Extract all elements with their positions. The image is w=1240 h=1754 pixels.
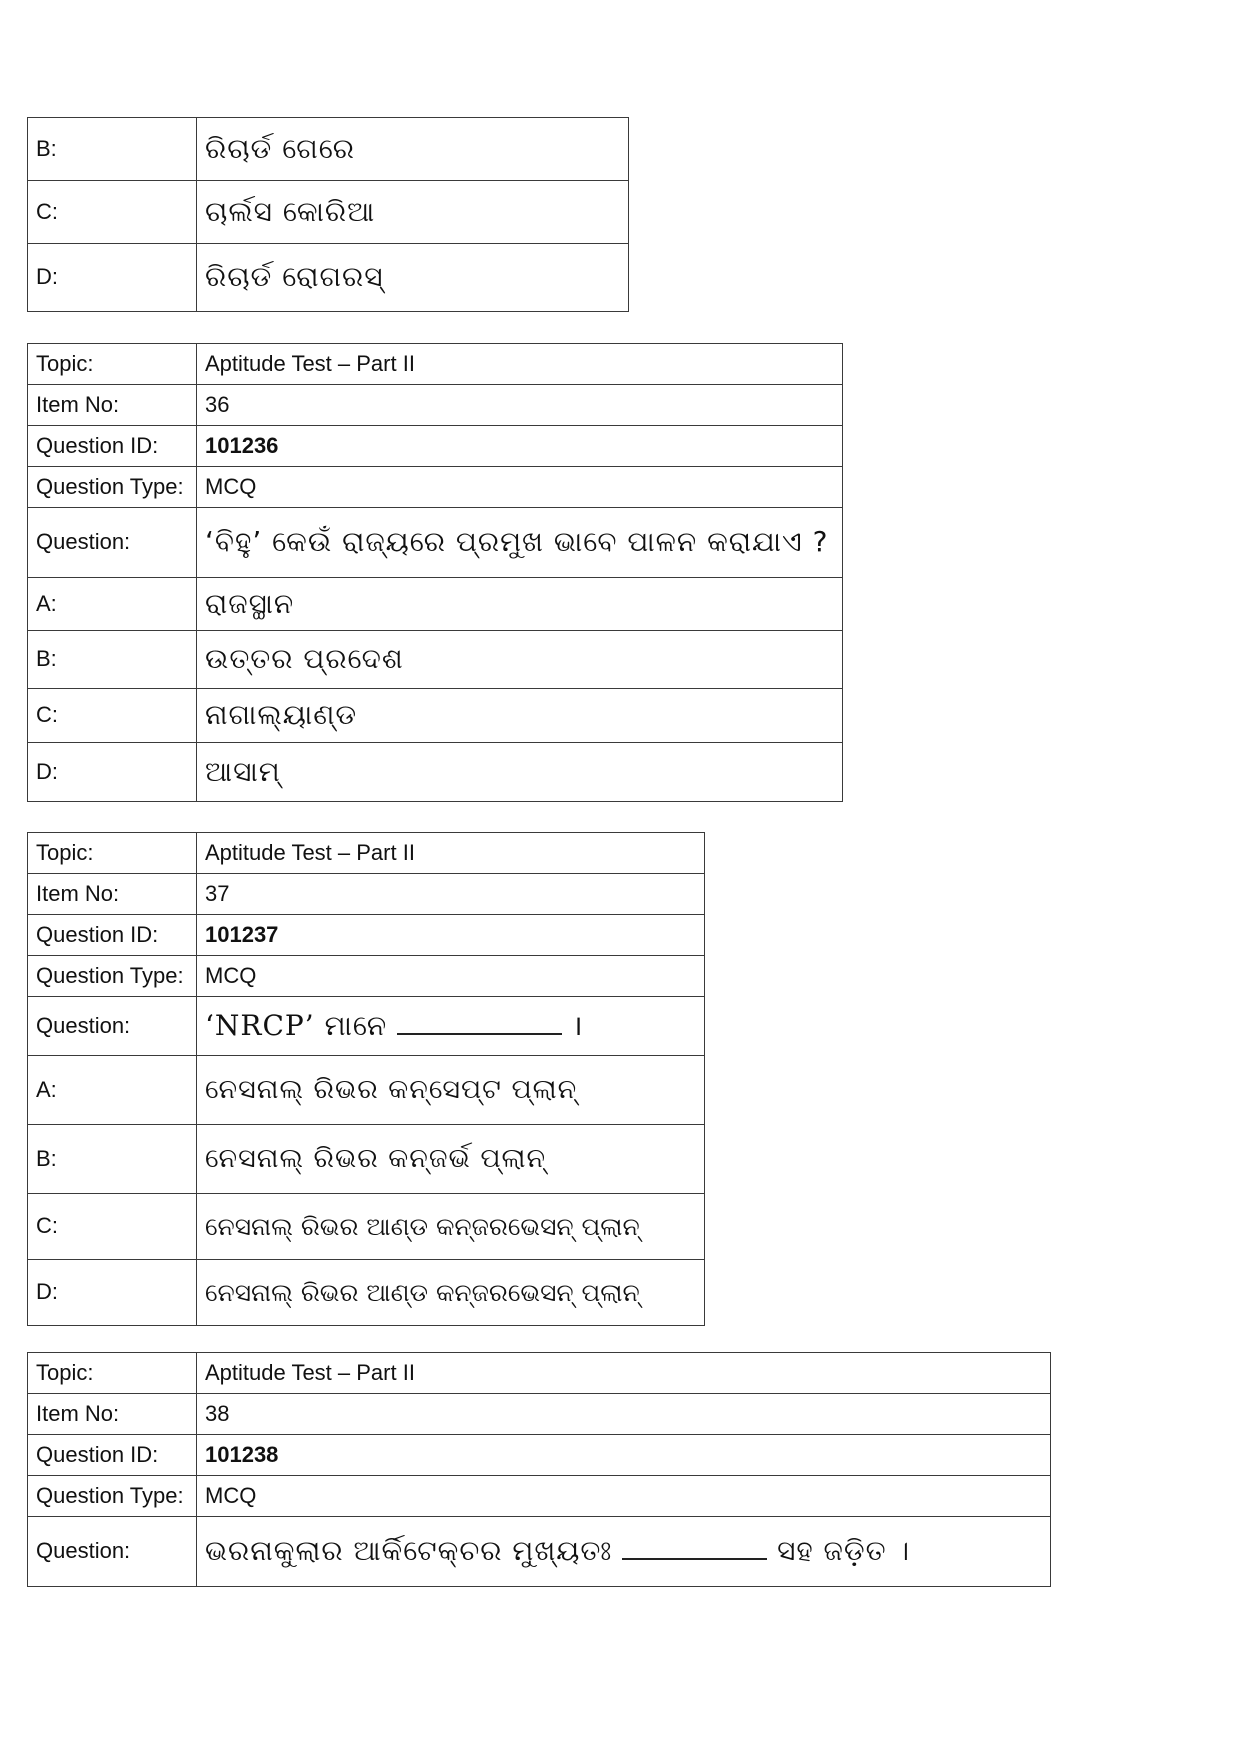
option-row-b bbox=[28, 631, 843, 689]
option-label-c: C: bbox=[28, 689, 197, 743]
question-id-row bbox=[28, 1435, 1051, 1476]
question-id-label: Question ID: bbox=[28, 915, 197, 956]
option-label-a: A: bbox=[28, 1056, 197, 1125]
question-35-options-continued bbox=[27, 117, 629, 312]
answer-blank bbox=[397, 1031, 562, 1035]
option-row-c bbox=[28, 181, 629, 244]
question-label: Question: bbox=[28, 1517, 197, 1587]
option-label-a: A: bbox=[28, 578, 197, 631]
topic-row bbox=[28, 833, 705, 874]
question-start: ଭରନାକୁଲାର ଆର୍କିଟେକ୍ଚର ମୁଖ୍ୟତଃ bbox=[205, 1534, 613, 1568]
topic-value: Aptitude Test – Part II bbox=[197, 344, 843, 385]
option-row-c bbox=[28, 689, 843, 743]
question-type-value: MCQ bbox=[197, 1476, 1051, 1517]
question-row bbox=[28, 997, 705, 1056]
topic-label: Topic: bbox=[28, 344, 197, 385]
option-text-c: ନେସନାଲ୍ ରିଭର ଆଣ୍ଡ କନ୍ଜରଭେସନ୍ ପ୍ଲାନ୍ bbox=[197, 1194, 705, 1260]
option-text-b: ନେସନାଲ୍ ରିଭର କନ୍ଜର୍ଭ ପ୍ଲାନ୍ bbox=[197, 1125, 705, 1194]
item-no-label: Item No: bbox=[28, 1394, 197, 1435]
option-text-b: ଉତ୍ତର ପ୍ରଦେଶ bbox=[197, 631, 843, 689]
question-acronym: ‘NRCP’ bbox=[205, 1008, 315, 1042]
question-type-label: Question Type: bbox=[28, 956, 197, 997]
question-37-table bbox=[27, 832, 705, 1326]
option-row-d bbox=[28, 1260, 705, 1326]
option-row-b bbox=[28, 118, 629, 181]
option-text-c: ଚାର୍ଲସ କୋରିଆ bbox=[197, 181, 629, 244]
option-text-a: ରାଜସ୍ଥାନ bbox=[197, 578, 843, 631]
option-row-d bbox=[28, 244, 629, 312]
option-text-d: ନେସନାଲ୍ ରିଭର ଆଣ୍ଡ କନ୍ଜରଭେସନ୍ ପ୍ଲାନ୍ bbox=[197, 1260, 705, 1326]
option-label-d: D: bbox=[28, 743, 197, 802]
option-text-d: ଆସାମ୍ bbox=[197, 743, 843, 802]
question-text: ‘ବିହୁ’ କେଉଁ ରାଜ୍ୟରେ ପ୍ରମୁଖ ଭାବେ ପାଳନ କରାଯାଏ ? bbox=[197, 508, 843, 578]
item-no-value: 37 bbox=[197, 874, 705, 915]
question-row bbox=[28, 508, 843, 578]
item-no-value: 36 bbox=[197, 385, 843, 426]
option-row-b bbox=[28, 1125, 705, 1194]
topic-row bbox=[28, 1353, 1051, 1394]
option-label-b: B: bbox=[28, 1125, 197, 1194]
option-label-c: C: bbox=[28, 181, 197, 244]
question-id-value: 101237 bbox=[197, 915, 705, 956]
question-type-row bbox=[28, 467, 843, 508]
question-row bbox=[28, 1517, 1051, 1587]
question-type-label: Question Type: bbox=[28, 467, 197, 508]
item-no-value: 38 bbox=[197, 1394, 1051, 1435]
option-text-b: ରିଚାର୍ଡ ଗେରେ bbox=[197, 118, 629, 181]
item-no-label: Item No: bbox=[28, 874, 197, 915]
item-no-label: Item No: bbox=[28, 385, 197, 426]
option-row-c bbox=[28, 1194, 705, 1260]
question-id-value: 101238 bbox=[197, 1435, 1051, 1476]
question-type-row bbox=[28, 1476, 1051, 1517]
item-no-row bbox=[28, 385, 843, 426]
option-label-d: D: bbox=[28, 1260, 197, 1326]
question-text bbox=[197, 1517, 1051, 1587]
question-type-value: MCQ bbox=[197, 956, 705, 997]
option-text-c: ନାଗାଲ୍ୟାଣ୍ଡ bbox=[197, 689, 843, 743]
question-id-row bbox=[28, 426, 843, 467]
answer-blank bbox=[622, 1556, 767, 1560]
topic-label: Topic: bbox=[28, 833, 197, 874]
question-label: Question: bbox=[28, 997, 197, 1056]
option-row-d bbox=[28, 743, 843, 802]
option-row-a bbox=[28, 578, 843, 631]
topic-row bbox=[28, 344, 843, 385]
question-end: ସହ ଜଡ଼ିତ । bbox=[777, 1534, 911, 1568]
question-type-label: Question Type: bbox=[28, 1476, 197, 1517]
question-type-value: MCQ bbox=[197, 467, 843, 508]
question-38-table bbox=[27, 1352, 1051, 1587]
item-no-row bbox=[28, 874, 705, 915]
option-label-c: C: bbox=[28, 1194, 197, 1260]
item-no-row bbox=[28, 1394, 1051, 1435]
topic-value: Aptitude Test – Part II bbox=[197, 833, 705, 874]
question-label: Question: bbox=[28, 508, 197, 578]
question-id-label: Question ID: bbox=[28, 426, 197, 467]
topic-value: Aptitude Test – Part II bbox=[197, 1353, 1051, 1394]
question-danda: । bbox=[572, 1008, 584, 1042]
option-label-b: B: bbox=[28, 631, 197, 689]
topic-label: Topic: bbox=[28, 1353, 197, 1394]
question-36-table bbox=[27, 343, 843, 802]
question-type-row bbox=[28, 956, 705, 997]
option-label-b: B: bbox=[28, 118, 197, 181]
question-text bbox=[197, 997, 705, 1056]
question-id-value: 101236 bbox=[197, 426, 843, 467]
option-row-a bbox=[28, 1056, 705, 1125]
question-id-row bbox=[28, 915, 705, 956]
question-words: ମାନେ bbox=[324, 1008, 388, 1042]
option-label-d: D: bbox=[28, 244, 197, 312]
option-text-d: ରିଚାର୍ଡ ରୋଗରସ୍ bbox=[197, 244, 629, 312]
question-id-label: Question ID: bbox=[28, 1435, 197, 1476]
option-text-a: ନେସନାଲ୍ ରିଭର କନ୍ସେପ୍ଟ ପ୍ଲାନ୍ bbox=[197, 1056, 705, 1125]
